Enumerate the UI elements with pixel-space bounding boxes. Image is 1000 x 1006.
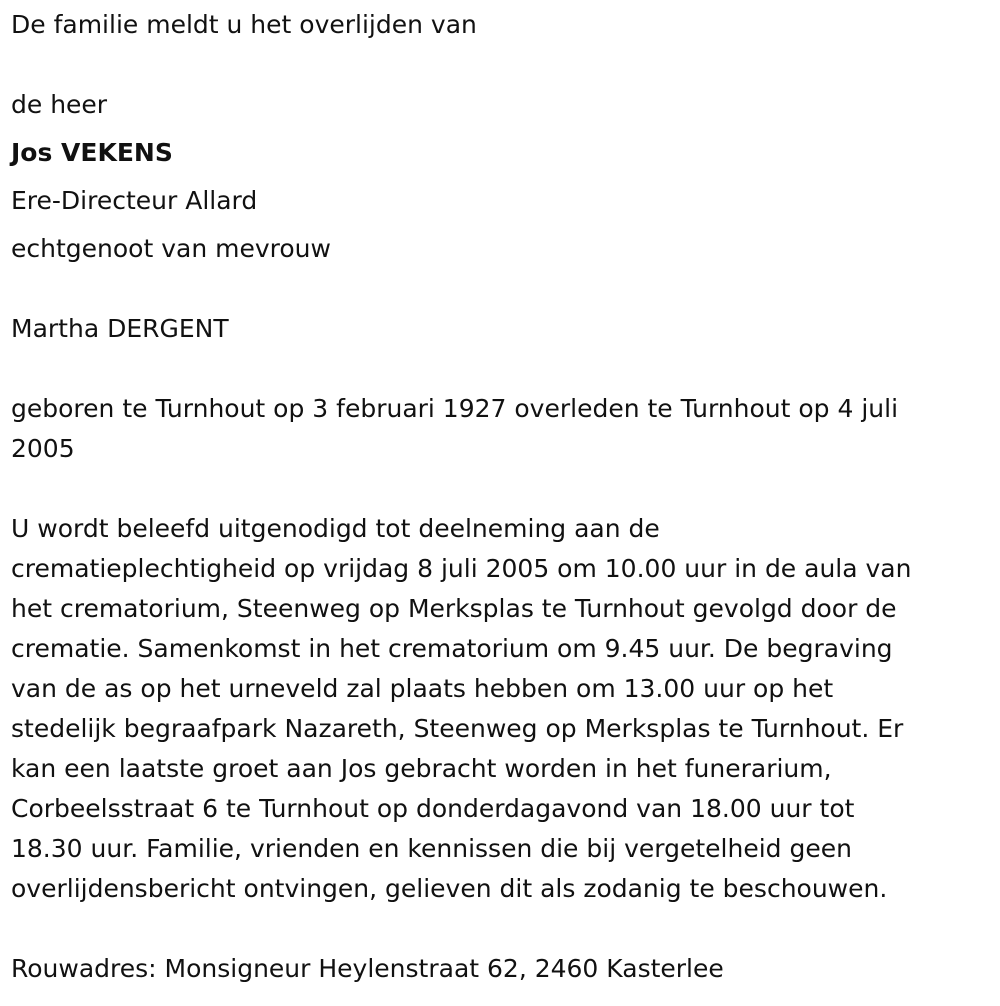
ceremony-line: 18.30 uur. Familie, vrienden en kennissen die bij vergetelheid geen: [11, 834, 852, 863]
birth-death-line-2: 2005: [11, 434, 75, 463]
mourning-address: Rouwadres: Monsigneur Heylenstraat 62, 2460 Kasterlee: [11, 954, 724, 983]
ceremony-line: overlijdensbericht ontvingen, gelieven dit als zodanig te beschouwen.: [11, 874, 888, 903]
ceremony-line: het crematorium, Steenweg op Merksplas te Turnhout gevolgd door de: [11, 594, 897, 623]
ceremony-line: Corbeelsstraat 6 te Turnhout op donderdagavond van 18.00 uur tot: [11, 794, 855, 823]
spouse-intro: echtgenoot van mevrouw: [11, 234, 331, 263]
ceremony-line: stedelijk begraafpark Nazareth, Steenweg op Merksplas te Turnhout. Er: [11, 714, 904, 743]
ceremony-line: crematieplechtigheid op vrijdag 8 juli 2005 om 10.00 uur in de aula van: [11, 554, 912, 583]
ceremony-line: van de as op het urneveld zal plaats hebben om 13.00 uur op het: [11, 674, 834, 703]
deceased-name: Jos VEKENS: [11, 138, 173, 167]
salutation: de heer: [11, 90, 108, 119]
deceased-title: Ere-Directeur Allard: [11, 186, 258, 215]
spouse-name: Martha DERGENT: [11, 314, 229, 343]
ceremony-line: U wordt beleefd uitgenodigd tot deelneming aan de: [11, 514, 660, 543]
birth-death-line-1: geboren te Turnhout op 3 februari 1927 overleden te Turnhout op 4 juli: [11, 394, 899, 423]
ceremony-line: crematie. Samenkomst in het crematorium om 9.45 uur. De begraving: [11, 634, 893, 663]
ceremony-line: kan een laatste groet aan Jos gebracht worden in het funerarium,: [11, 754, 832, 783]
intro-text: De familie meldt u het overlijden van: [11, 10, 477, 39]
